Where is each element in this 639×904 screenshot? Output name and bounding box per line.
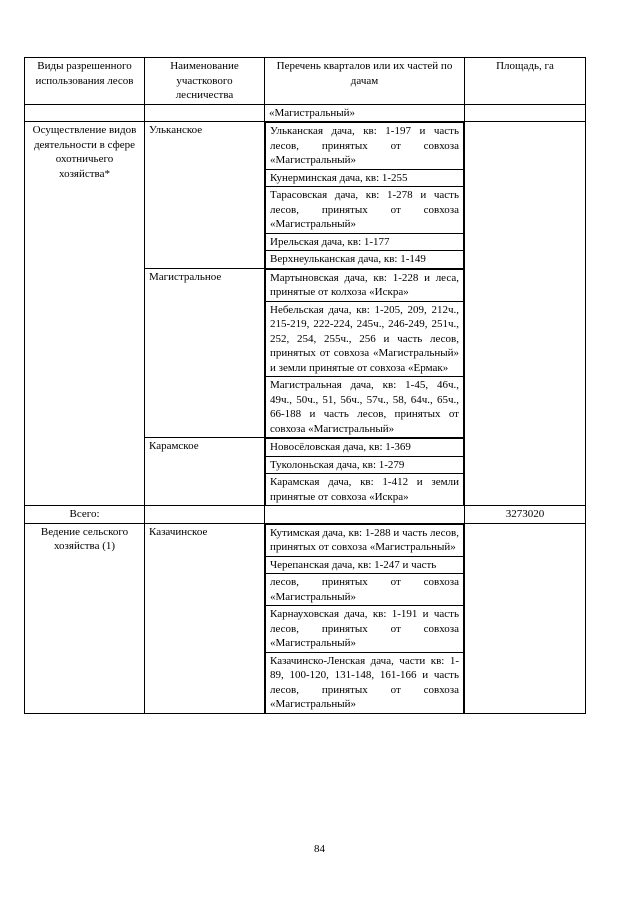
carry-over-row <box>25 104 586 122</box>
list-item: Кунерминская дача, кв: 1-255 <box>266 169 464 187</box>
header-forestry: Наименование участкового лесничества <box>145 58 265 105</box>
list-item: Кутимская дача, кв: 1-288 и часть лесов, принятых от совхоза «Магистральный» <box>266 524 464 556</box>
header-quarters: Перечень кварталов или их частей по дачам <box>265 58 465 105</box>
list-item: Ульканская дача, кв: 1-197 и часть лесов, принятых от совхоза «Магистральный» <box>266 123 464 170</box>
forestry-name: Казачинское <box>145 523 265 713</box>
list-item: Ирельская дача, кв: 1-177 <box>266 233 464 251</box>
list-item: Карнауховская дача, кв: 1-191 и часть лесов, принятых от совхоза «Магистральный» <box>266 606 464 653</box>
list-item: Новосёловская дача, кв: 1-369 <box>266 439 464 457</box>
forest-use-table <box>24 57 586 714</box>
use-type-agriculture: Ведение сельского хозяйства (1) <box>25 523 145 713</box>
table-row <box>25 523 586 713</box>
forestry-name: Ульканское <box>145 122 265 269</box>
list-item: Небельская дача, кв: 1-205, 209, 212ч., 215-219, 222-224, 245ч., 246-249, 251ч., 252, 254, 255ч., 256 и часть лесов, принятых от совхоза «Магистральный» и земли принятые от совхоза «Ермак» <box>266 301 464 377</box>
use-type-hunting: Осуществление видов деятельности в сфере охотничьего хозяйства* <box>25 122 145 506</box>
list-item: Казачинско-Ленская дача, части кв: 1-89, 100-120, 131-148, 161-166 и часть лесов, принятых от совхоза «Магистральный» <box>266 652 464 713</box>
forestry-name: Карамское <box>145 438 265 506</box>
list-item: Верхнеульканская дача, кв: 1-149 <box>266 251 464 268</box>
header-area: Площадь, га <box>465 58 586 105</box>
list-item: Туколоньская дача, кв: 1-279 <box>266 456 464 474</box>
list-item: Магистральная дача, кв: 1-45, 46ч., 49ч., 50ч., 51, 56ч., 57ч., 58, 64ч., 65ч., 66-188 и часть лесов, принятых от совхоза «Магистральный» <box>266 377 464 438</box>
total-area: 3273020 <box>465 506 586 524</box>
forestry-name: Магистральное <box>145 268 265 438</box>
total-label: Всего: <box>25 506 145 524</box>
quarters-list <box>265 122 464 268</box>
carry-over-text: «Магистральный» <box>265 104 465 122</box>
list-item: Черепанская дача, кв: 1-247 и часть <box>266 556 464 574</box>
area-cell <box>465 523 586 713</box>
list-item: Тарасовская дача, кв: 1-278 и часть лесов, принятых от совхоза «Магистральный» <box>266 187 464 234</box>
table-header-row <box>25 58 586 105</box>
list-item: лесов, принятых от совхоза «Магистральный» <box>266 574 464 606</box>
total-row <box>25 506 586 524</box>
quarters-list <box>265 438 464 505</box>
quarters-list <box>265 269 464 438</box>
quarters-list <box>265 524 464 713</box>
header-use-type: Виды разрешенного использования лесов <box>25 58 145 105</box>
area-cell <box>465 122 586 506</box>
list-item: Мартыновская дача, кв: 1-228 и леса, принятые от колхоза «Искра» <box>266 269 464 301</box>
list-item: Карамская дача, кв: 1-412 и земли принятые от совхоза «Искра» <box>266 474 464 506</box>
page-number: 84 <box>314 843 325 855</box>
table-row <box>25 122 586 269</box>
